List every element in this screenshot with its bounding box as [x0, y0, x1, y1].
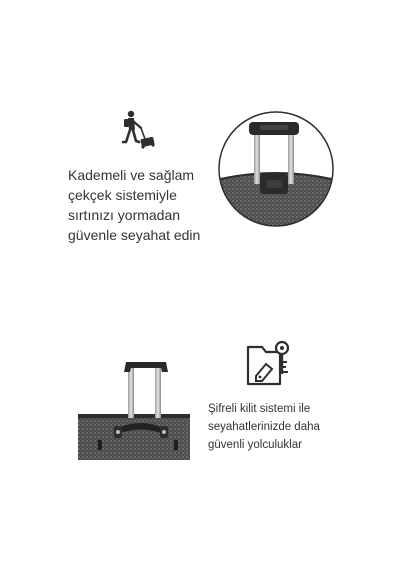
- suitcase-top-handle-photo: [78, 360, 190, 460]
- feature-line: sırtınızı yormadan: [68, 207, 181, 223]
- feature-line: çekçek sistemiyle: [68, 187, 177, 203]
- feature-line: güvenli yolculuklar: [208, 439, 302, 451]
- feature-line: seyahatlerinizde daha: [208, 421, 320, 433]
- feature-line: güvenle seyahat edin: [68, 227, 201, 243]
- feature-text-lock: [208, 400, 348, 454]
- lock-and-key-icon: [244, 338, 294, 388]
- feature-line: Şifreli kilit sistemi ile: [208, 403, 311, 415]
- telescopic-handle-photo: [216, 108, 336, 230]
- feature-line: Kademeli ve sağlam: [68, 167, 195, 183]
- feature-text-handle: [68, 165, 228, 245]
- person-with-trolley-icon: [114, 108, 158, 152]
